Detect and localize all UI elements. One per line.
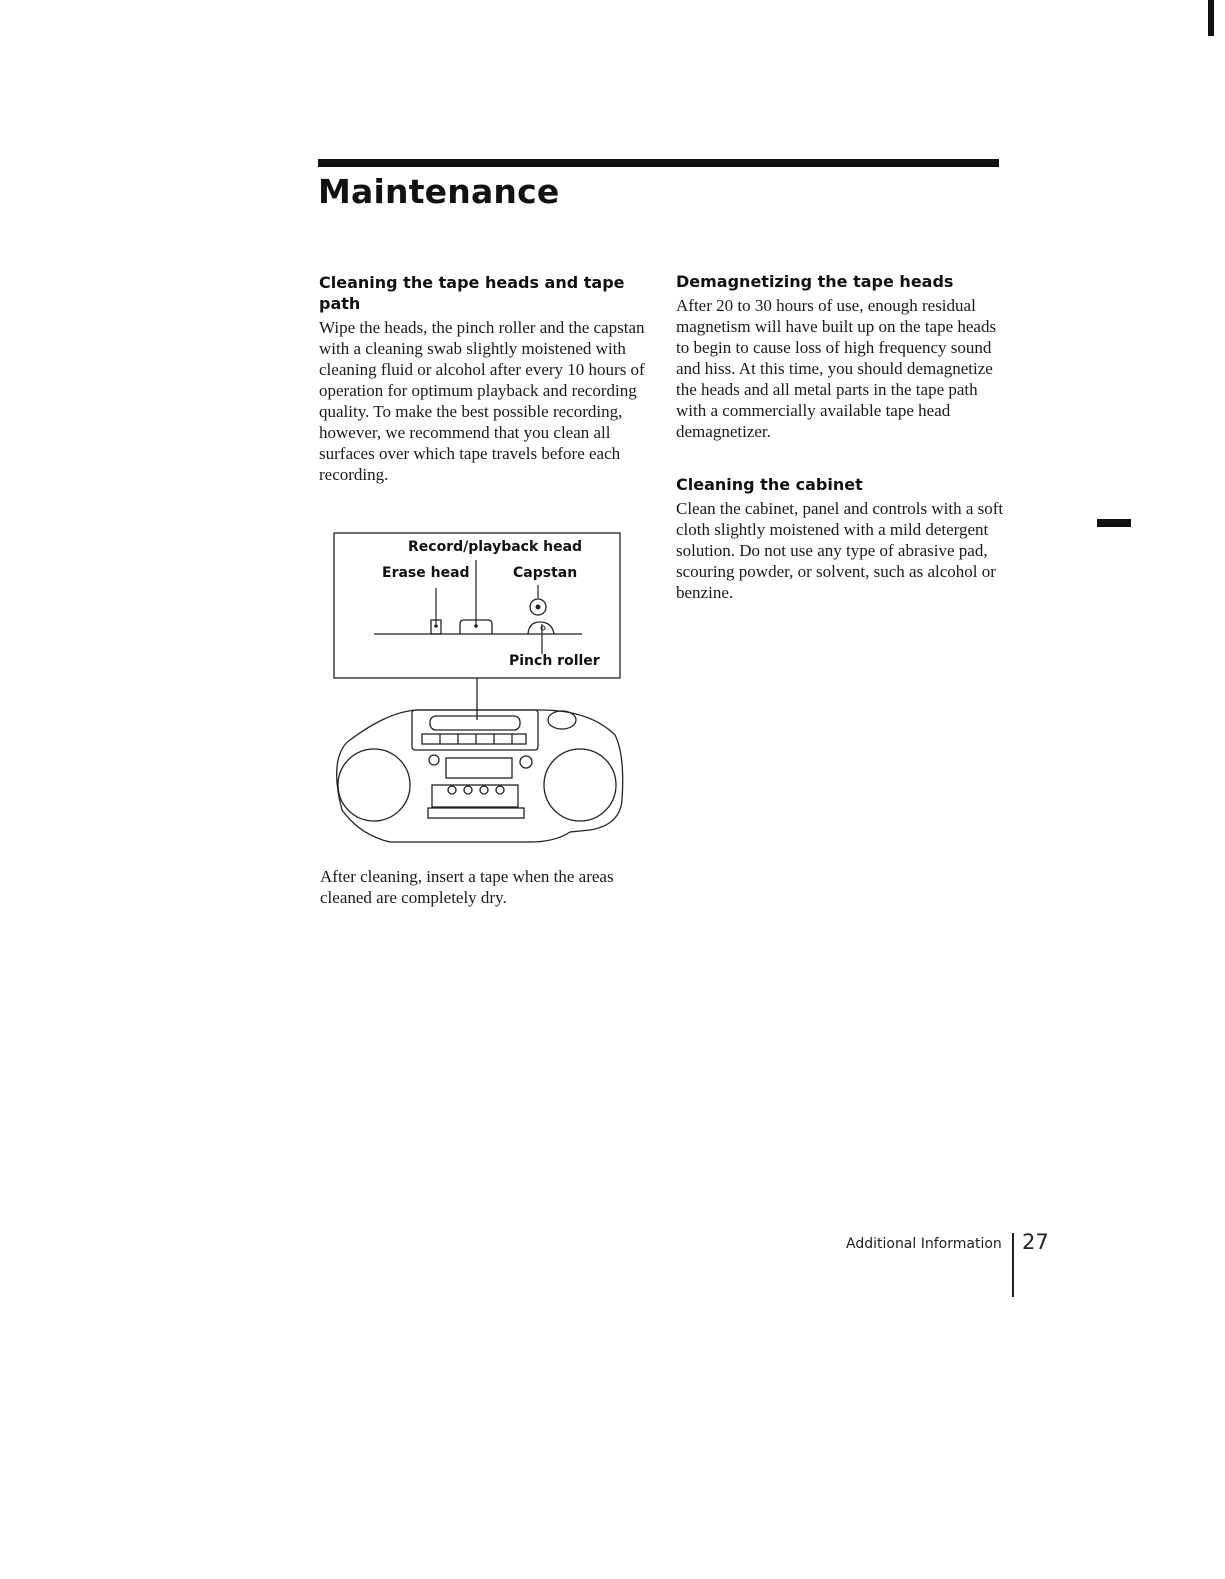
record-playback-head-label: Record/playback head	[408, 539, 583, 555]
cassette-player-illustration	[337, 710, 623, 842]
page-number: 27	[1022, 1230, 1049, 1254]
erase-head-label: Erase head	[382, 565, 470, 581]
tape-head-diagram	[330, 530, 630, 850]
after-cleaning-text: After cleaning, insert a tape when the areas cleaned are completely dry.	[320, 867, 614, 907]
section-tab-marker	[1097, 519, 1131, 527]
capstan-label: Capstan	[513, 565, 578, 581]
pinch-roller-label: Pinch roller	[509, 653, 600, 669]
page-edge-mark	[1208, 0, 1214, 36]
after-cleaning-note	[320, 866, 650, 908]
right-column	[676, 271, 1006, 603]
footer-divider	[1012, 1233, 1014, 1297]
cabinet-body: Clean the cabinet, panel and controls with a soft cloth slightly moistened with a mild detergent solution. Do not use any type of abrasive pad, scouring powder, or solvent, such as alcohol or benzine.	[676, 499, 1004, 602]
demagnetizing-body: After 20 to 30 hours of use, enough residual magnetism will have built up on the tape heads to begin to cause loss of high frequency sound and hiss. At this time, you should demagnetize the heads and all metal parts in the tape path with a commercially available tape head demagnetizer.	[676, 296, 997, 441]
footer-section-label: Additional Information	[846, 1236, 1002, 1252]
title-rule	[318, 159, 999, 167]
cleaning-heads-heading: Cleaning the tape heads and tape path	[319, 273, 625, 313]
cabinet-heading: Cleaning the cabinet	[676, 475, 863, 494]
cleaning-heads-body: Wipe the heads, the pinch roller and the capstan with a cleaning swab slightly moistened with cleaning fluid or alcohol after every 10 hours of operation for optimum playback and recording quality. To make the best possible recording, however, we recommend that you clean all surfaces over which tape travels before each recording.	[319, 318, 645, 484]
page-title: Maintenance	[318, 172, 560, 211]
left-column	[319, 272, 649, 485]
demagnetizing-heading: Demagnetizing the tape heads	[676, 272, 954, 291]
